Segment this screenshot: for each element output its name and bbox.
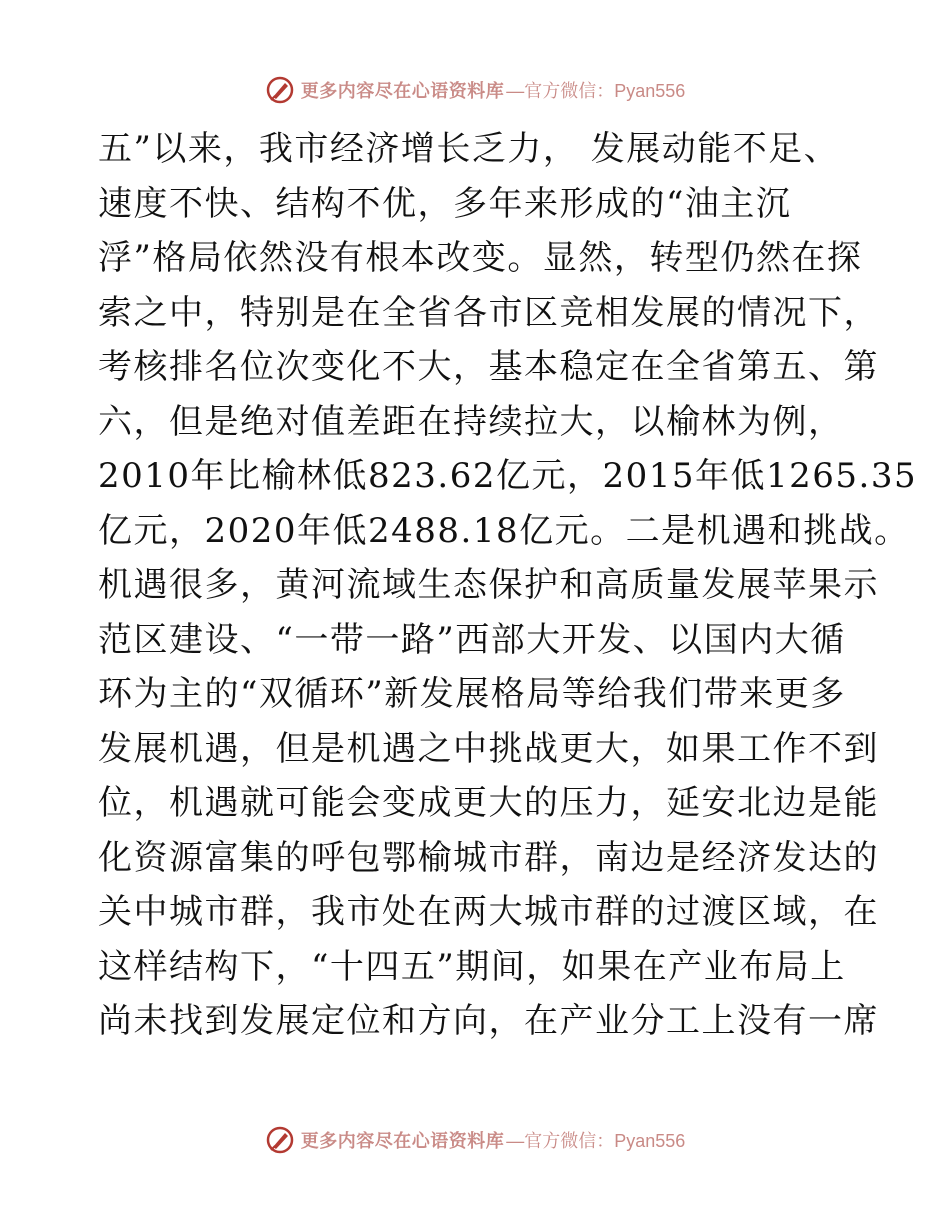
text-line: 六，但是绝对值差距在持续拉大，以榆林为例， — [98, 401, 844, 442]
text-line: 化资源富集的呼包鄂榆城市群，南边是经济发达的 — [98, 837, 879, 878]
footer-banner — [0, 1120, 950, 1160]
text-line: 2010年比榆林低823.62亿元，2015年低1265.35 — [98, 456, 918, 496]
text-line: 速度不快、结构不优，多年来形成的“油主沉 — [98, 183, 792, 224]
quill-pen-logo-icon — [265, 1125, 295, 1155]
text-line: 位，机遇就可能会变成更大的压力，延安北边是能 — [98, 783, 879, 823]
text-line: 尚未找到发展定位和方向，在产业分工上没有一席 — [98, 1001, 879, 1041]
text-line: 考核排名位次变化不大，基本稳定在全省第五、第 — [98, 347, 879, 387]
header-banner — [0, 70, 950, 110]
banner-main-text: 更多内容尽在心语资料库 — [300, 81, 505, 102]
text-line: 五”以来，我市经济增长乏力， 发展动能不足、 — [98, 129, 840, 169]
banner-wechat-text: —官方微信：Pyan556 — [506, 81, 686, 101]
text-line: 索之中，特别是在全省各市区竞相发展的情况下， — [98, 292, 879, 333]
text-line: 浮”格局依然没有根本改变。显然，转型仍然在探 — [98, 238, 863, 278]
text-line: 这样结构下，“十四五”期间，如果在产业布局上 — [98, 946, 846, 987]
document-body — [98, 122, 918, 1049]
text-line: 环为主的“双循环”新发展格局等给我们带来更多 — [98, 674, 846, 714]
text-line: 关中城市群，我市处在两大城市群的过渡区域，在 — [98, 892, 879, 932]
text-line: 发展机遇，但是机遇之中挑战更大，如果工作不到 — [98, 728, 879, 769]
quill-pen-logo-icon — [265, 75, 295, 105]
banner-wechat-text: —官方微信：Pyan556 — [506, 1131, 686, 1151]
text-line: 机遇很多，黄河流域生态保护和高质量发展苹果示 — [98, 565, 879, 605]
banner-main-text: 更多内容尽在心语资料库 — [300, 1131, 505, 1152]
text-line: 亿元，2020年低2488.18亿元。二是机遇和挑战。 — [98, 510, 910, 551]
text-line: 范区建设、“一带一路”西部大开发、以国内大循 — [98, 619, 846, 660]
